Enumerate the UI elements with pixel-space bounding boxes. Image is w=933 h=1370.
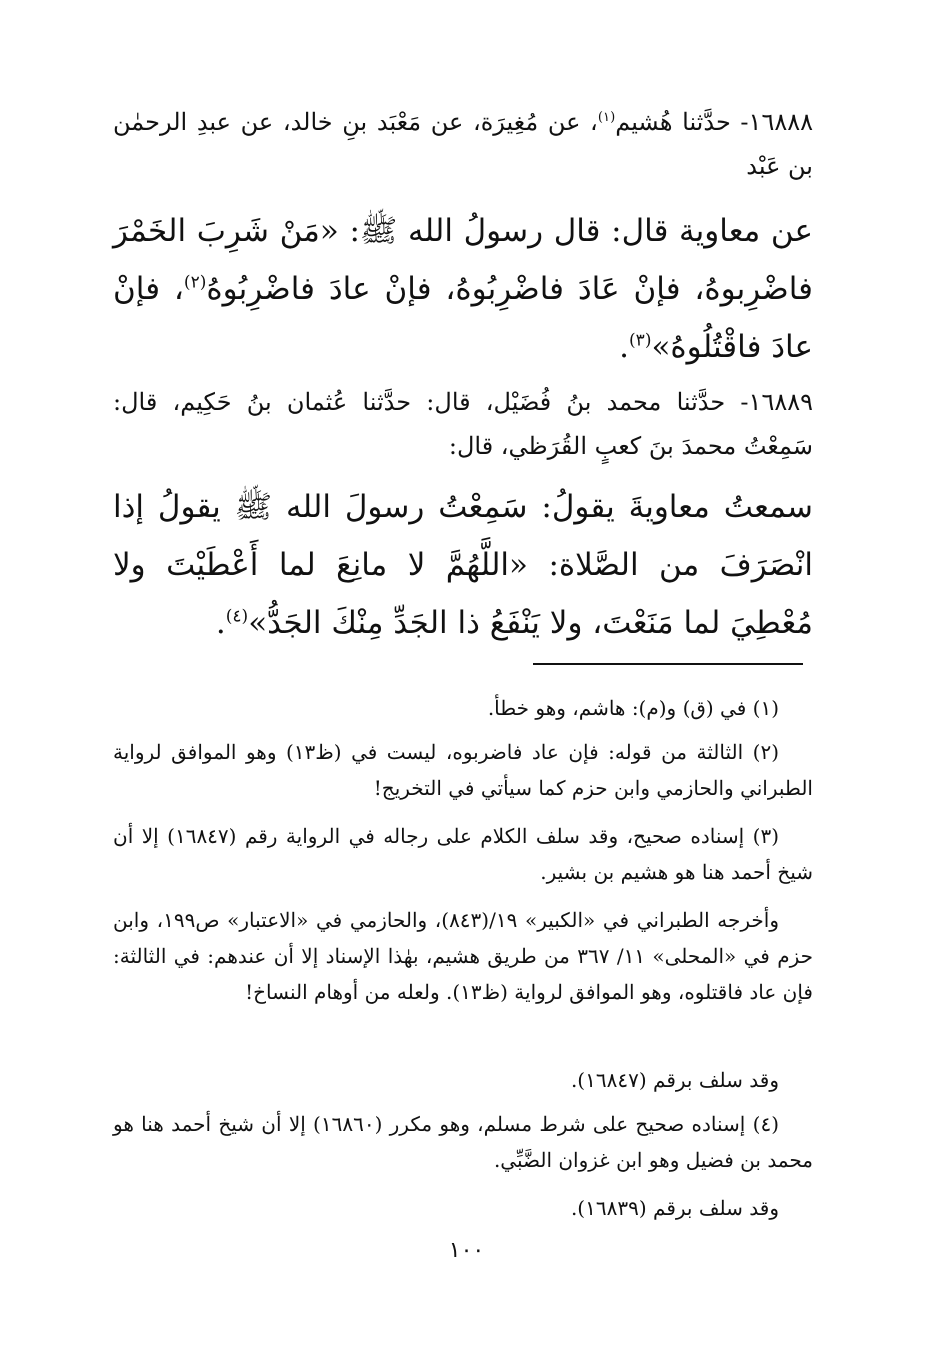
footnote-2: (٢) الثالثة من قوله: فإن عاد فاضربوه، ليست في (ظ١٣) وهو الموافق لرواية الطبراني والحازمي وابن حزم كما سيأتي في التخريج! <box>113 740 813 800</box>
matn-text-rest: ، فإنْ عادَ فاقْتُلُوهُ» <box>113 271 813 365</box>
hadith-16888-isnad <box>113 100 813 188</box>
isnad-text-rest: ، عن مُغِيرَة، عن مَعْبَد بنِ خالد، عن عبدِ الرحمٰن بن عَبْد <box>113 108 813 180</box>
page-number: ١٠٠ <box>448 1238 485 1263</box>
isnad-text: ١٦٨٨٨- حدَّثنا هُشيم <box>615 108 813 136</box>
matn-end: . <box>215 605 226 641</box>
footnote-ref-2[interactable]: (٢) <box>183 272 207 293</box>
footnote-4: (٤) إسناده صحيح على شرط مسلم، وهو مكرر (١٦٨٦٠) إلا أن شيخ أحمد هنا هو محمد بن فضيل وهو ابن غزوان الضَّبِّي. <box>113 1112 813 1172</box>
matn-text: عن معاوية قال: قال رسولُ الله ﷺ: «مَنْ شَرِبَ الخَمْرَ فاضْرِبوهُ، فإنْ عَادَ فاضْرِبُوهُ، فإنْ عادَ فاضْرِبُوهُ <box>113 213 813 307</box>
footnote-3-takhrij: وأخرجه الطبراني في «الكبير» ١٩/(٨٤٣)، والحازمي في «الاعتبار» ص١٩٩، وابن حزم في «المحلى» ١١/ ٣٦٧ من طريق هشيم، بهٰذا الإسناد إلا أن عندهم: في الثالثة: فإن عاد فاقتلوه، وهو الموافق لرواية (ظ١٣). ولعله من أوهام النساخ! <box>113 908 813 1004</box>
hadith-16888-matn <box>113 202 813 376</box>
isnad-text: ١٦٨٨٩- حدَّثنا محمد بنُ فُضَيْل، قال: حدَّثنا عُثمان بنُ حَكِيم، قال: سَمِعْتُ محمدَ بنَ كعبٍ القُرَظي، قال: <box>113 388 813 460</box>
matn-end: . <box>619 329 629 365</box>
hadith-16889-isnad <box>113 380 813 468</box>
footnote-3: (٣) إسناده صحيح، وقد سلف الكلام على رجاله في الرواية رقم (١٦٨٤٧) إلا أن شيخ أحمد هنا هو هشيم بن بشير. <box>113 824 813 884</box>
footnote-1: (١) في (ق) و(م): هاشم، وهو خطأ. <box>487 696 779 720</box>
footnote-ref-3[interactable]: (٣) <box>629 330 652 351</box>
footnote-divider <box>533 663 803 665</box>
footnote-ref-1[interactable]: (١) <box>597 110 616 125</box>
footnote-3-cross-ref: وقد سلف برقم (١٦٨٤٧). <box>570 1068 779 1092</box>
footnote-ref-4[interactable]: (٤) <box>225 606 249 627</box>
footnote-4-cross-ref: وقد سلف برقم (١٦٨٣٩). <box>570 1196 779 1220</box>
hadith-16889-matn <box>113 478 813 652</box>
matn-text: سمعتُ معاويةَ يقولُ: سَمِعْتُ رسولَ الله ﷺ يقولُ إذا انْصَرَفَ من الصَّلاة: «اللَّهُمَّ لا مانِعَ لما أَعْطَيْتَ ولا مُعْطِيَ لما مَنَعْتَ، ولا يَنْفَعُ ذا الجَدِّ مِنْكَ الجَدُّ» <box>113 489 813 641</box>
